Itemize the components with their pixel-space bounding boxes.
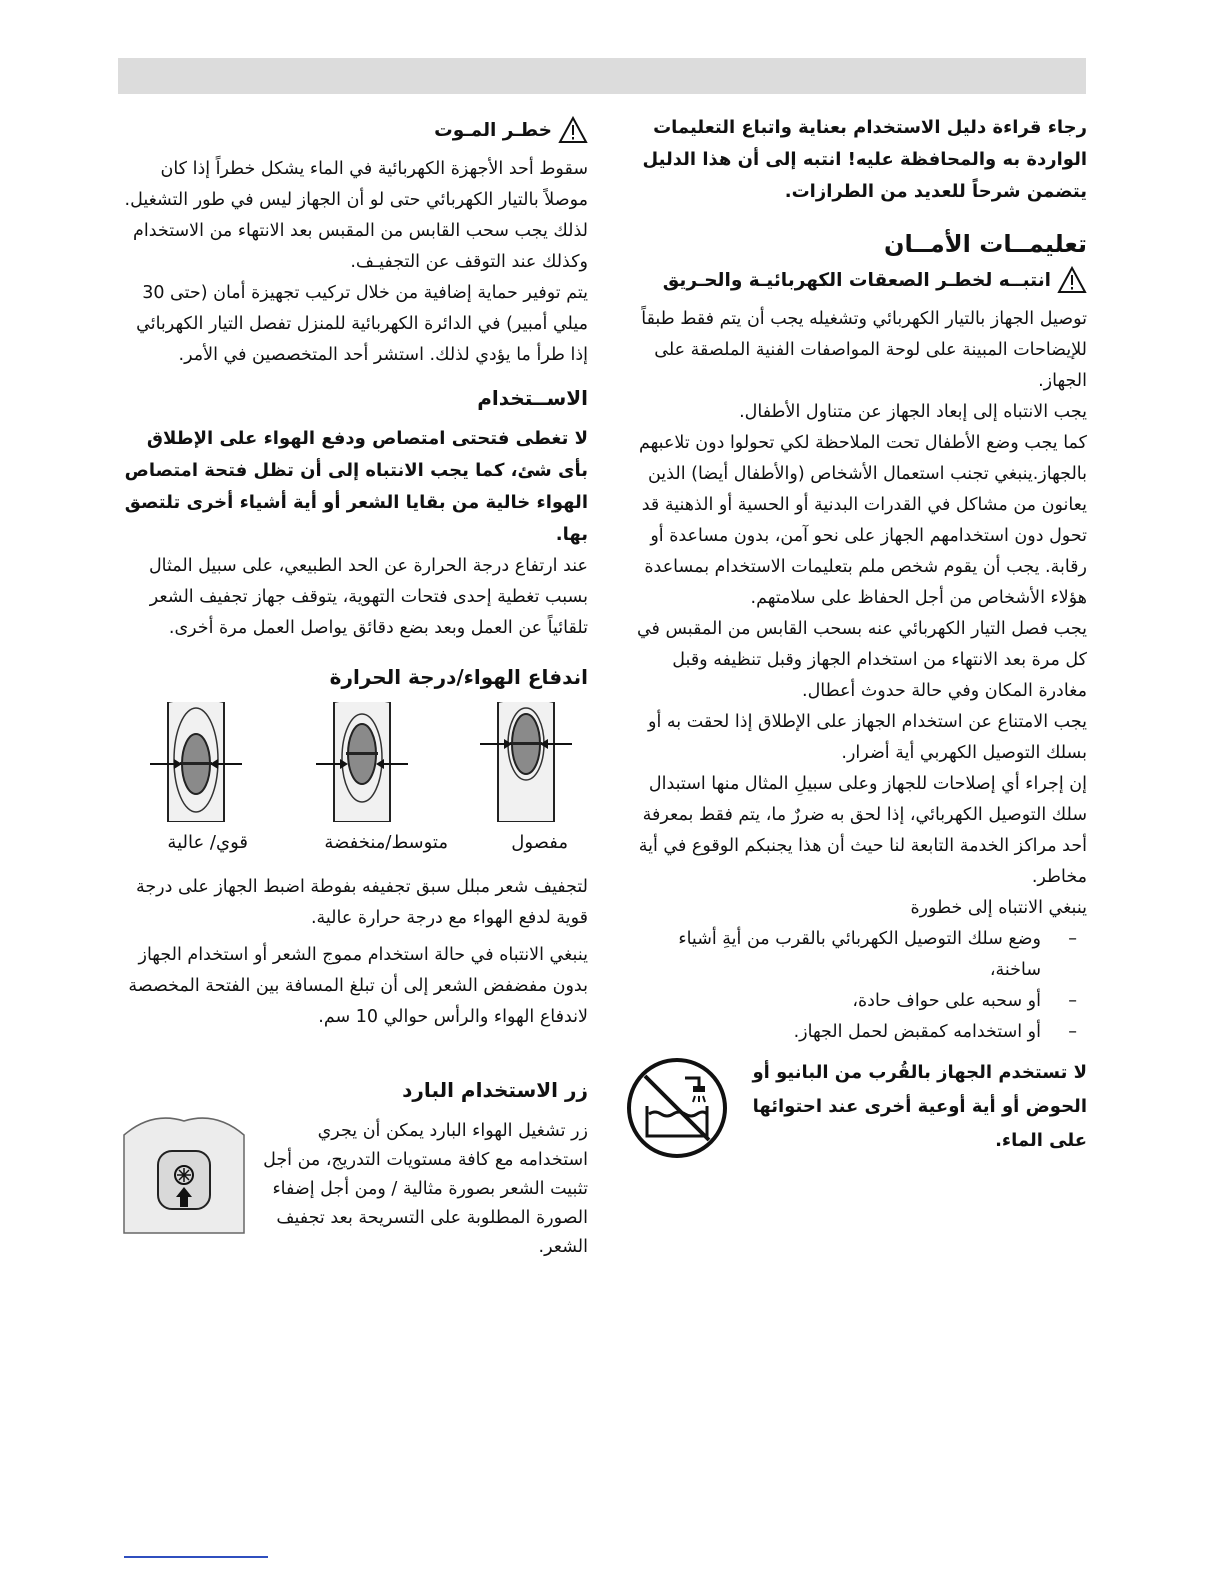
list-item: – أو سحبه على حواف حادة، [852, 991, 1077, 1011]
switch-settings-figure [122, 702, 588, 872]
cold-title: زر الاستخدام البارد [402, 1078, 588, 1102]
right-column [625, 112, 1087, 1160]
safety-title: تعليمــات الأمــان [884, 230, 1087, 258]
safety-paragraph: يجب الانتباه إلى إبعاد الجهاز عن متناول الأطفال. [739, 402, 1087, 422]
danger-text: سقوط أحد الأجهزة الكهربائية في الماء يشكل خطراً إذا كان موصلاً بالتيار الكهربائي حتى لو أن الجهاز ليس في طور التشغيل. لذلك يجب سحب القابس من المقبس بعد الانتهاء من الاستخدام وكذلك عند التوقف عن التجفيـف. [124, 159, 588, 272]
warning-triangle-icon [558, 116, 588, 144]
usage-title: الاســتخدام [477, 386, 588, 410]
rcd-text: يتم توفير حماية إضافية من خلال تركيب تجهيزة أمان (حتى 30 ميلي أمبير) في الدائرة الكهربائية للمنزل تفصل التيار الكهربائي إذا طرأ ما يؤدي لذلك. استشر أحد المتخصصين في الأمر. [136, 283, 588, 365]
safety-paragraph: كما يجب وضع الأطفال تحت الملاحظة لكي تحولوا دون تلاعبهم بالجهاز.ينبغي تجنب استعمال الأشخاص (والأطفال أيضا) الذين يعانون من مشاكل في القدرات البدنية أو الحسية أو الذهنية قد تحول دون استخدامهم الجهاز على نحو آمن، بدون مساعدة أو رقابة. يجب أن يقوم شخص ملم بتعليمات الاستخدام بمساعدة هؤلاء الأشخاص من أجل الحفاظ على سلامتهم. [638, 433, 1087, 608]
setting-label-medium: متوسط/منخفضة [324, 832, 448, 853]
shock-heading [625, 266, 1087, 294]
no-bath-icon [625, 1056, 729, 1160]
safety-paragraph: توصيل الجهاز بالتيار الكهربائي وتشغيله يجب أن يتم فقط طبقاً للإيضاحات المبينة على لوحة المواصفات الفنية الملصقة على الجهاز. [641, 309, 1087, 391]
warning-triangle-icon [1057, 266, 1087, 294]
footer-line [124, 1556, 268, 1558]
airflow-tip: لتجفيف شعر مبلل سبق تجفيفه بفوطة اضبط الجهاز على درجة قوية لدفع الهواء مع درجة حرارة عالية. [135, 877, 588, 928]
dryer-switch-icon [478, 702, 574, 822]
setting-label-high: قوي/ عالية [167, 832, 248, 853]
danger-heading [122, 116, 588, 144]
dryer-switch-icon [314, 702, 410, 822]
no-bath-warning [625, 1056, 1087, 1160]
cold-shot-section [122, 1117, 588, 1262]
hazard-list [625, 924, 1087, 1048]
cold-shot-button-icon [122, 1117, 246, 1235]
setting-label-off: مفصول [511, 832, 568, 853]
left-column [122, 112, 588, 1262]
no-bath-text: لا تستخدم الجهاز بالقُرب من البانيو أو الحوض أو أية أوعية أخرى عند احتوائها على الماء. [752, 1062, 1087, 1151]
usage-warning: لا تغطى فتحتى امتصاص ودفع الهواء على الإطلاق بأى شئ، كما يجب الانتباه إلى أن تظل فتحة امتصاص الهواء خالية من بقايا الشعر أو أية أشياء أخرى تلتصق بها. [124, 428, 588, 545]
shock-heading-text: انتبــه لخطـر الصعقات الكهربائيـة والحـريق [662, 269, 1051, 291]
intro-text: رجاء قراءة دليل الاستخدام بعناية واتباع التعليمات الواردة به والمحافظة عليه! انتبه إلى أن هذا الدليل يتضمن شرحاً للعديد من الطرازات. [642, 117, 1087, 202]
list-item: – أو استخدامه كمقبض لحمل الجهاز. [793, 1022, 1077, 1042]
safety-paragraph: يجب الامتناع عن استخدام الجهاز على الإطلاق إذا لحقت به أو بسلك التوصيل الكهربي أية أضرار. [648, 712, 1087, 763]
cold-text: زر تشغيل الهواء البارد يمكن أن يجري استخدامه مع كافة مستويات التدريج، من أجل تثبيت الشعر بصورة مثالية / ومن أجل إضفاء الصورة المطلوبة على التسريحة بعد تجفيف الشعر. [263, 1121, 588, 1257]
airflow-title: اندفاع الهواء/درجة الحرارة [329, 665, 588, 689]
safety-paragraph: ينبغي الانتباه إلى خطورة [910, 898, 1087, 918]
list-item: – وضع سلك التوصيل الكهربائي بالقرب من أيةِ أشياء ساخنة، [678, 929, 1077, 980]
safety-paragraph: إن إجراء أي إصلاحات للجهاز وعلى سبيلِ المثال منها استبدال سلك التوصيل الكهربائي، إذا لحق به ضررٌ ما، يتم فقط بمعرفة أحد مراكز الخدمة التابعة لنا حيث أن هذا يجنبكم الوقوع في أية مخاطر. [638, 774, 1087, 887]
header-band [118, 58, 1086, 94]
safety-paragraph: يجب فصل التيار الكهربائي عنه بسحب القابس من المقبس في كل مرة بعد الانتهاء من استخدام الجهاز وقبل تنظيفه وقبل مغادرة المكان وفي حالة حدوث أعطال. [636, 619, 1087, 701]
overheat-text: عند ارتفاع درجة الحرارة عن الحد الطبيعي، على سبيل المثال بسبب تغطية إحدى فتحات التهوية، يتوقف جهاز تجفيف الشعر تلقائياً عن العمل وبعد بضع دقائق يواصل العمل مرة أخرى. [148, 556, 588, 638]
dryer-switch-icon [148, 702, 244, 822]
danger-heading-text: خطـر المـوت [434, 119, 552, 141]
airflow-tip: ينبغي الانتباه في حالة استخدام مموج الشعر أو استخدام الجهاز بدون مفضفض الشعر إلى أن تبلغ المسافة بين الفتحة المخصصة لاندفاع الهواء والرأس حوالي 10 سم. [128, 945, 588, 1027]
